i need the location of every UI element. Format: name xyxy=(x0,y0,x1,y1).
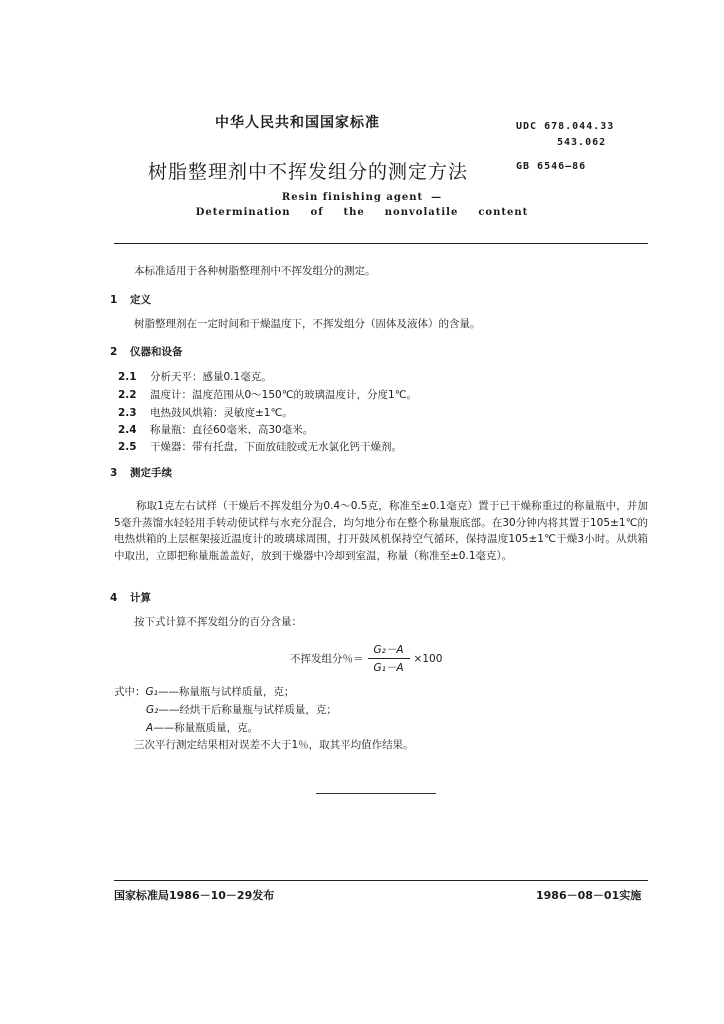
item-number: 2.1 xyxy=(118,371,137,383)
equipment-item xyxy=(118,405,293,420)
issuing-organization: 中华人民共和国国家标准 xyxy=(215,115,380,131)
udc-code: UDC 678.044.33 xyxy=(516,121,615,132)
item-number: 2.5 xyxy=(118,441,137,453)
item-text: 称量瓶：直径60毫米、高30毫米。 xyxy=(150,424,314,436)
formula-fraction xyxy=(368,642,410,675)
footer-divider xyxy=(114,880,648,881)
variable-symbol: G₂ xyxy=(146,704,159,716)
section-number: 2 xyxy=(110,346,118,358)
item-text: 电热鼓风烘箱：灵敏度±1℃。 xyxy=(150,407,293,419)
formula-lead: 按下式计算不挥发组分的百分含量： xyxy=(134,616,302,628)
item-text: 干燥器：带有托盘，下面放硅胶或无水氯化钙干燥剂。 xyxy=(150,441,402,453)
equipment-item xyxy=(118,439,402,454)
item-number: 2.4 xyxy=(118,424,137,436)
section-number: 4 xyxy=(110,592,118,604)
equipment-item xyxy=(118,369,272,384)
udc-code-2: 543.062 xyxy=(557,137,607,148)
formula-numerator: G₂－A xyxy=(368,642,410,659)
formula-lhs: 不挥发组分％＝ xyxy=(290,653,364,665)
english-title-line2 xyxy=(0,207,724,218)
english-word: nonvolatile xyxy=(384,207,459,218)
section-4-heading xyxy=(110,590,151,605)
publish-date: 国家标准局1986－10－29发布 xyxy=(114,889,275,902)
gb-number: GB 6546—86 xyxy=(516,161,587,172)
english-word: the xyxy=(343,207,365,218)
section-title: 测定手续 xyxy=(130,467,172,479)
standard-title-cn: 树脂整理剂中不挥发组分的测定方法 xyxy=(148,161,469,183)
section-1-text: 树脂整理剂在一定时间和干燥温度下，不挥发组分（固体及液体）的含量。 xyxy=(134,318,481,330)
formula-tail: ×100 xyxy=(413,652,443,665)
variable-desc: ——经烘干后称量瓶与试样质量，克； xyxy=(158,704,337,716)
english-title-line1 xyxy=(0,192,724,203)
intro-paragraph: 本标准适用于各种树脂整理剂中不挥发组分的测定。 xyxy=(134,265,376,277)
item-number: 2.2 xyxy=(118,389,137,401)
section-2-heading xyxy=(110,344,183,359)
item-text: 温度计：温度范围从0～150℃的玻璃温度计，分度1℃。 xyxy=(150,389,417,401)
variable-symbol: G₁ xyxy=(145,686,158,698)
effective-date: 1986－08－01实施 xyxy=(536,889,642,902)
item-text: 分析天平：感量0.1毫克。 xyxy=(150,371,272,383)
equipment-item xyxy=(118,387,417,402)
section-title: 仪器和设备 xyxy=(130,346,183,358)
header-divider xyxy=(114,243,648,244)
variable-desc: ——称量瓶质量，克。 xyxy=(153,722,259,734)
section-3-text: 称取1克左右试样（干燥后不挥发组分为0.4～0.5克，称准至±0.1毫克）置于已干燥称重过的称量瓶中，并加5毫升蒸馏水轻轻用手转动使试样与水充分混合，均匀地分布在整个称量瓶底部。在30分钟内将其置于105±1℃的电热烘箱的上层框架接近温度计的玻璃球周围，打开鼓风机保持空气循环，保持温度105±1℃干燥3小时。从烘箱中取出，立即把称量瓶盖盖好，放到干燥器中冷却到室温，称量（称准至±0.1毫克）。 xyxy=(114,500,648,562)
equipment-item xyxy=(118,422,313,437)
section-title: 计算 xyxy=(130,592,151,604)
section-1-heading xyxy=(110,292,151,307)
variable-definition xyxy=(114,684,294,700)
variable-desc: ——称量瓶与试样质量，克； xyxy=(157,686,295,698)
english-title-dash: — xyxy=(431,192,443,203)
english-word: content xyxy=(478,207,529,218)
variable-definition xyxy=(146,702,337,718)
variable-definition xyxy=(146,720,258,736)
section-number: 1 xyxy=(110,294,118,306)
english-title-part: Resin finishing agent xyxy=(281,192,424,203)
formula xyxy=(290,642,442,675)
section-number: 3 xyxy=(110,467,118,479)
precision-note: 三次平行测定结果相对误差不大于1％，取其平均值作结果。 xyxy=(134,739,414,751)
english-word: of xyxy=(310,207,324,218)
end-rule xyxy=(316,793,436,794)
where-prefix: 式中： xyxy=(114,686,146,698)
variable-symbol: A xyxy=(146,722,154,734)
section-3-heading xyxy=(110,465,172,480)
section-title: 定义 xyxy=(130,294,151,306)
english-word: Determination xyxy=(195,207,291,218)
item-number: 2.3 xyxy=(118,407,137,419)
formula-denominator: G₁－A xyxy=(373,662,404,674)
